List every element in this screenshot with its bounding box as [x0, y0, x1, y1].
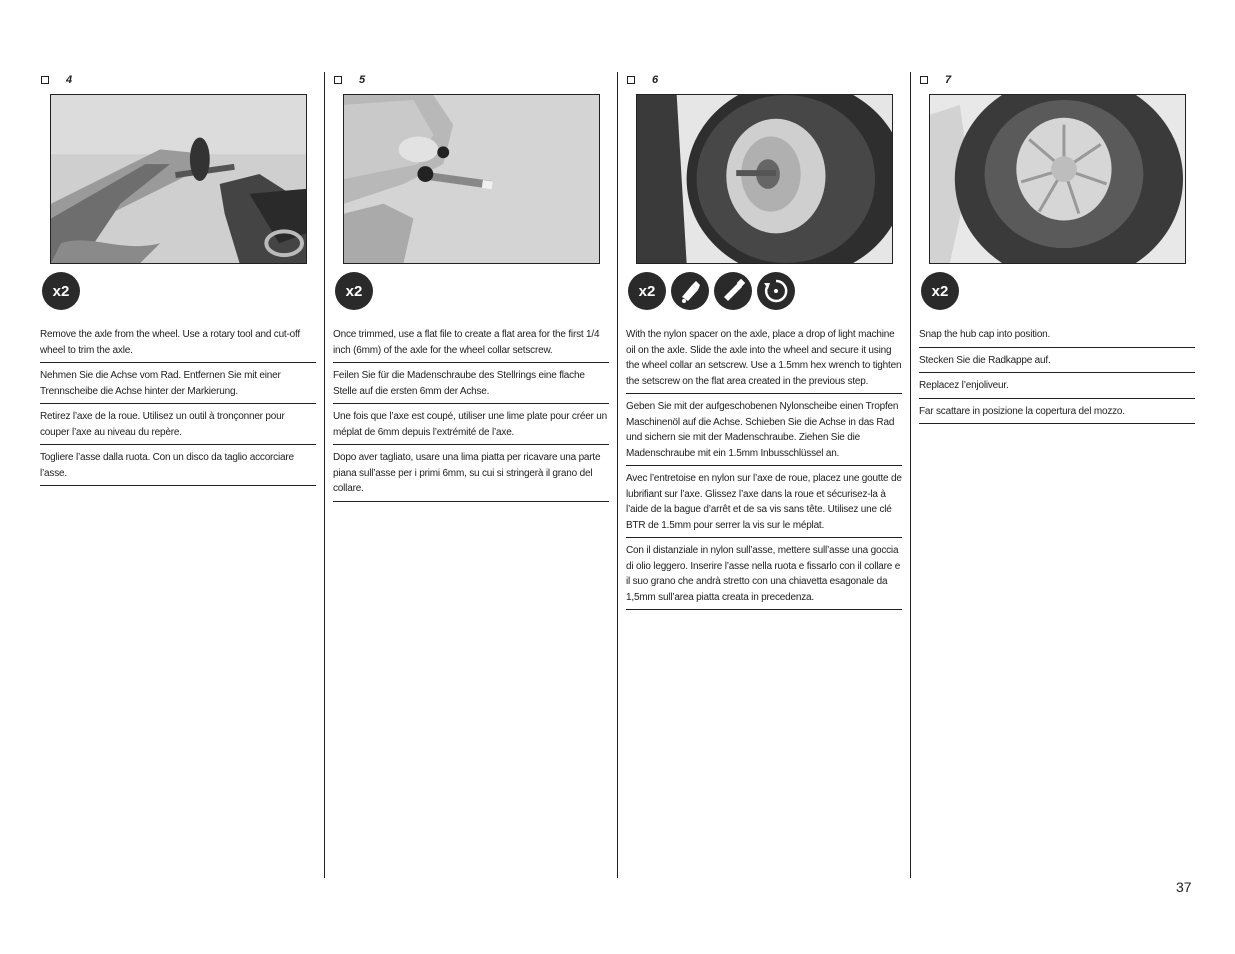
glue-tube-icon [714, 272, 752, 310]
step-header [626, 72, 902, 88]
step-number: 6 [652, 74, 659, 86]
instruction-texts [333, 324, 609, 502]
column-divider [910, 72, 911, 878]
step-4 [40, 72, 316, 479]
multiplier-badge: x2 [335, 272, 373, 310]
instruction-de: Stecken Sie die Radkappe auf. [919, 348, 1195, 374]
step-icons [42, 272, 80, 310]
instruction-de: Feilen Sie für die Madenschraube des Stellrings eine flache Stelle auf die ersten 6mm der Achse. [333, 363, 609, 404]
instruction-fr: Retirez l’axe de la roue. Utilisez un outil à tronçonner pour couper l’axe au niveau du repère. [40, 404, 316, 445]
multiplier-badge: x2 [628, 272, 666, 310]
instruction-de: Geben Sie mit der aufgeschobenen Nylonscheibe einen Tropfen Maschinenöl auf die Achse. Schieben Sie die Achse in das Rad und sichern sie mit der Madenschraube. Ziehen Sie die Madenschraube mit ein 1.5mm Inbusschlüssel an. [626, 394, 902, 466]
oil-bottle-icon [671, 272, 709, 310]
instruction-texts [919, 324, 1195, 424]
page-number: 37 [1176, 879, 1192, 895]
multiplier-badge: x2 [921, 272, 959, 310]
step-header [40, 72, 316, 88]
instruction-fr: Une fois que l’axe est coupé, utiliser une lime plate pour créer un méplat de 6mm depuis l’extrémité de l’axe. [333, 404, 609, 445]
instruction-it: Far scattare in posizione la copertura del mozzo. [919, 399, 1195, 425]
instruction-it: Con il distanziale in nylon sull’asse, mettere sull’asse una goccia di olio leggero. Inserire l’asse nella ruota e fissarlo con il collare e il suo grano che andrà stretto con una chiavetta esagonale da 1,5mm sull’area piatta creata in precedenza. [626, 538, 902, 610]
step-icons [921, 272, 959, 310]
multiplier-badge: x2 [42, 272, 80, 310]
column-divider [617, 72, 618, 878]
instruction-en: Snap the hub cap into position. [919, 324, 1195, 348]
step-photo-hub-cap [929, 94, 1186, 264]
instruction-en: Once trimmed, use a flat file to create a flat area for the first 1/4 inch (6mm) of the axle for the wheel collar setscrew. [333, 324, 609, 363]
instruction-it: Dopo aver tagliato, usare una lima piatta per ricavare una parte piana sull’asse per i primi 6mm, su cui si stringerà il grano del collare. [333, 445, 609, 502]
step-number: 7 [945, 74, 952, 86]
step-checkbox[interactable] [334, 76, 342, 84]
step-checkbox[interactable] [627, 76, 635, 84]
step-icons [628, 272, 795, 310]
instruction-fr: Avec l’entretoise en nylon sur l’axe de roue, placez une goutte de lubrifiant sur l’axe. Glissez l’axe dans la roue et sécurisez-la à l’aide de la bague d’arrêt et de sa vis sans tête. Utilisez une clé BTR de 1.5mm pour serrer la vis sur le méplat. [626, 466, 902, 538]
instruction-texts [626, 324, 902, 610]
step-header [333, 72, 609, 88]
instruction-de: Nehmen Sie die Achse vom Rad. Entfernen Sie mit einer Trennscheibe die Achse hinter der Markierung. [40, 363, 316, 404]
instruction-en: With the nylon spacer on the axle, place a drop of light machine oil on the axle. Slide the axle into the wheel and secure it using the wheel collar an setscrew. Use a 1.5mm hex wrench to tighten the setscrew on the flat area created in the previous step. [626, 324, 902, 394]
rotate-tighten-icon [757, 272, 795, 310]
step-photo-file-axle [343, 94, 600, 264]
step-number: 4 [66, 74, 73, 86]
step-7 [919, 72, 1195, 417]
step-checkbox[interactable] [41, 76, 49, 84]
step-5 [333, 72, 609, 494]
instruction-it: Togliere l’asse dalla ruota. Con un disco da taglio accorciare l’asse. [40, 445, 316, 486]
step-number: 5 [359, 74, 366, 86]
step-icons [335, 272, 373, 310]
step-checkbox[interactable] [920, 76, 928, 84]
instruction-texts [40, 324, 316, 486]
column-divider [324, 72, 325, 878]
instruction-en: Remove the axle from the wheel. Use a rotary tool and cut-off wheel to trim the axle. [40, 324, 316, 363]
step-6 [626, 72, 902, 603]
instruction-fr: Replacez l’enjoliveur. [919, 373, 1195, 399]
step-header [919, 72, 1195, 88]
step-photo-trim-axle [50, 94, 307, 264]
step-photo-wheel-axle [636, 94, 893, 264]
